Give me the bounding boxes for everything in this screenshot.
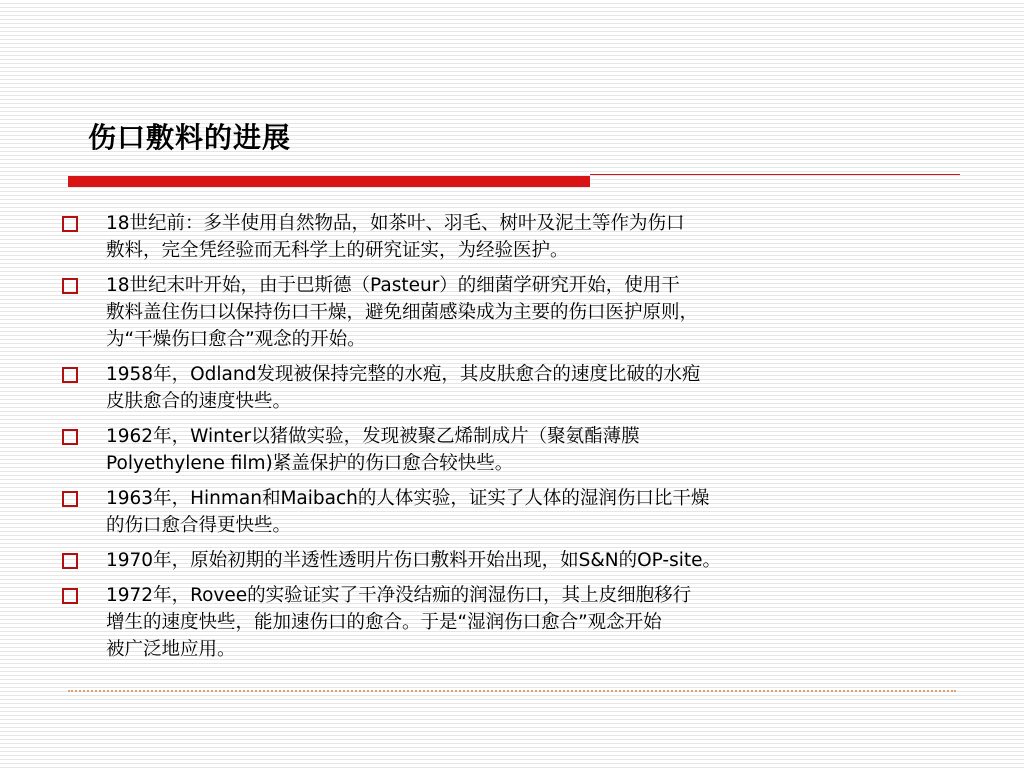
title-underline-red	[68, 176, 590, 187]
bullet-item	[62, 210, 942, 264]
bullet-text: 1962年，Winter以猪做实验，发现被聚乙烯制成片（聚氨酯薄膜 Polyethylene film)紧盖保护的伤口愈合较快些。	[106, 426, 640, 474]
bullet-item	[62, 485, 942, 539]
bullet-item	[62, 547, 942, 574]
slide-title: 伤口敷料的进展	[88, 121, 292, 154]
bullet-list	[62, 210, 942, 671]
hollow-square-bullet-icon	[62, 553, 78, 569]
bullet-text: 18世纪前：多半使用自然物品，如茶叶、羽毛、树叶及泥土等作为伤口 敷料，完全凭经验而无科学上的研究证实，为经验医护。	[106, 213, 685, 261]
bullet-item	[62, 361, 942, 415]
hollow-square-bullet-icon	[62, 491, 78, 507]
bullet-text: 1958年，Odland发现被保持完整的水疱，其皮肤愈合的速度比破的水疱 皮肤愈合的速度快些。	[106, 364, 701, 412]
hollow-square-bullet-icon	[62, 429, 78, 445]
hollow-square-bullet-icon	[62, 278, 78, 294]
bullet-item	[62, 272, 942, 353]
hollow-square-bullet-icon	[62, 367, 78, 383]
footer-divider	[68, 690, 956, 692]
bullet-text: 1970年，原始初期的半透性透明片伤口敷料开始出现，如S&N的OP-site。	[106, 550, 721, 571]
hollow-square-bullet-icon	[62, 216, 78, 232]
title-underline-thin	[590, 174, 960, 175]
bullet-text: 18世纪末叶开始，由于巴斯德（Pasteur）的细菌学研究开始，使用干 敷料盖住伤口以保持伤口干燥，避免细菌感染成为主要的伤口医护原则， 为“干燥伤口愈合”观念的开始。	[106, 275, 699, 350]
bullet-item	[62, 423, 942, 477]
hollow-square-bullet-icon	[62, 588, 78, 604]
bullet-text: 1972年，Rovee的实验证实了干净没结痂的润湿伤口，其上皮细胞移行 增生的速度快些，能加速伤口的愈合。于是“湿润伤口愈合”观念开始 被广泛地应用。	[106, 585, 692, 660]
bullet-item	[62, 582, 942, 663]
bullet-text: 1963年，Hinman和Maibach的人体实验，证实了人体的湿润伤口比干燥 的伤口愈合得更快些。	[106, 488, 710, 536]
